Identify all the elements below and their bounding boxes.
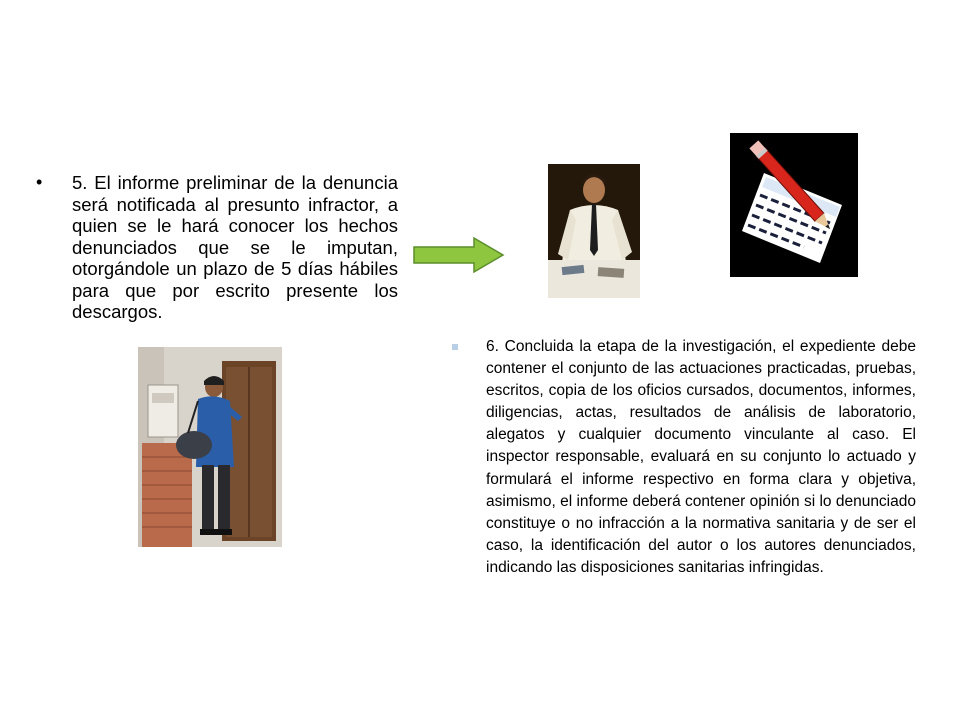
right-arrow-icon: [412, 236, 506, 274]
bullet-text-5: 5. El informe preliminar de la denuncia será notificada al presunto infractor, a quien se le hará conocer los hechos denunciados que se le imputan, otorgándole un plazo de 5 días hábiles para que por escrito presente los descargos.: [72, 172, 398, 322]
bullet-marker: •: [36, 172, 43, 192]
bullet-paragraph-5: [36, 172, 398, 323]
man-at-table-photo: [548, 164, 640, 298]
bullet-text-6: 6. Concluida la etapa de la investigación, el expediente debe contener el conjunto de las actuaciones practicadas, pruebas, escritos, copia de los oficios cursados, documentos, informes, diligencias, actas, resultados de análisis de laboratorio, alegatos y cualquier documento vinculante al caso. El inspector responsable, evaluará en su conjunto lo actuado y formulará el informe respectivo en forma clara y objetiva, asimismo, el informe deberá contener opinión si lo denunciado constituye o no infracción a la normativa sanitaria y de ser el caso, la identificación del autor o los autores denunciados, indicando las disposiciones sanitarias infringidas.: [486, 338, 916, 576]
pencil-document-icon: [730, 133, 858, 277]
man-at-door-photo: [138, 347, 282, 547]
bullet-square-icon: [452, 344, 458, 350]
bullet-paragraph-6: [452, 336, 916, 579]
